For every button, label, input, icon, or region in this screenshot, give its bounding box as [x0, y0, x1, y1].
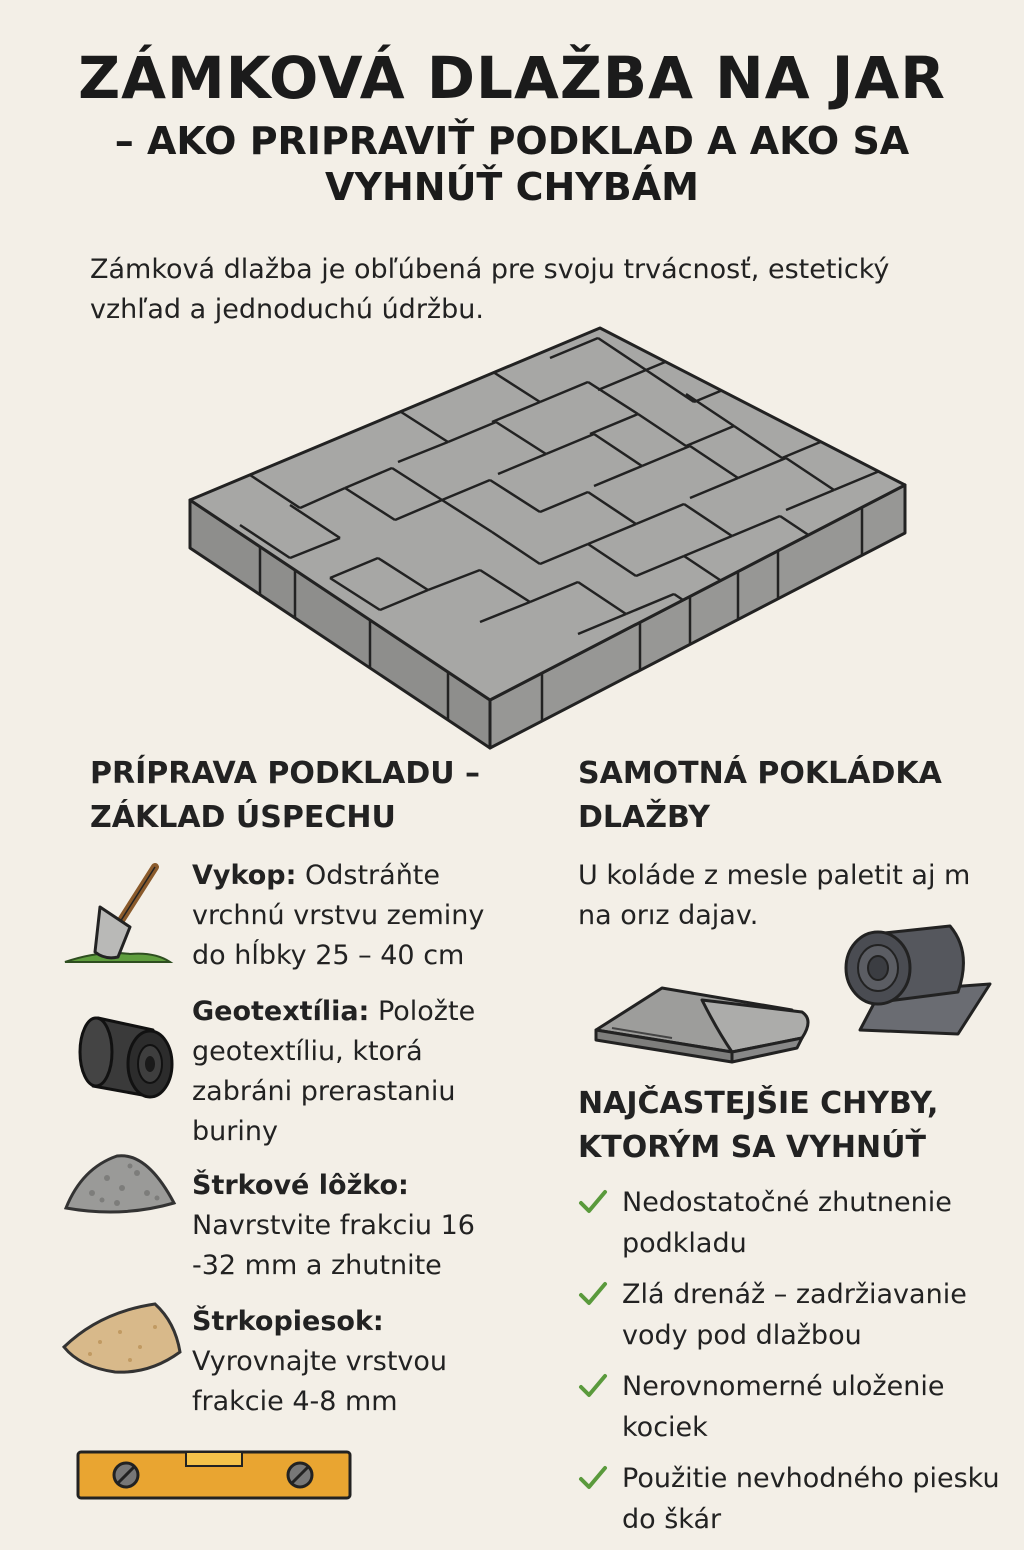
mistake-item: Použitie nevhodného piesku do škár: [578, 1458, 1008, 1540]
gravel-pile-icon: [62, 1148, 182, 1218]
paver-stack-icon: [592, 980, 817, 1070]
sand-pile-icon: [60, 1302, 185, 1377]
laying-heading: SAMOTNÁ POKLÁDKA DLAŽBY: [578, 756, 942, 835]
check-icon: [578, 1280, 608, 1308]
step-strkopiesok: Štrkopiesok: Vyrovnajte vrstvou frakcie 4-8 mm: [192, 1306, 448, 1417]
shovel-icon: [60, 862, 180, 972]
check-icon: [578, 1464, 608, 1492]
step-vykop: Vykop: Odstráňte vrchnú vrstvu zeminy do hĺbky 25 – 40 cm: [192, 860, 485, 971]
step-strkove-lozko: Štrkové lôžko: Navrstvite frakciu 16 -32 mm a zhutnite: [192, 1170, 475, 1281]
page-subtitle: – AKO PRIPRAVIŤ PODKLAD A AKO SA VYHNÚŤ CHYBÁM: [114, 119, 910, 209]
step-geotextilia: Geotextília: Položte geotextíliu, ktorá zabráni prerastaniu buriny: [192, 996, 476, 1147]
mistakes-heading: NAJČASTEJŠIE CHYBY, KTORÝM SA VYHNÚŤ: [578, 1086, 939, 1165]
preparation-heading: PRÍPRAVA PODKLADU – ZÁKLAD ÚSPECHU: [90, 756, 481, 835]
page-title: ZÁMKOVÁ DLAŽBA NA JAR: [78, 44, 946, 112]
mistake-item: Nerovnomerné uloženie kociek: [578, 1366, 1008, 1448]
membrane-roll-icon: [840, 922, 995, 1037]
geotextile-roll-icon: [68, 1008, 178, 1103]
paving-illustration: [180, 320, 920, 760]
intro-text: Zámková dlažba je obľúbená pre svoju trvácnosť, estetický vzhľad a jednoduchú údržbu.: [90, 254, 890, 325]
mistakes-list: [578, 1182, 1008, 1550]
mistake-item: Nedostatočné zhutnenie podkladu: [578, 1182, 1008, 1264]
check-icon: [578, 1188, 608, 1216]
laying-text: U koláde z mesle paletit aj m na orız dajav.: [578, 860, 971, 931]
mistake-item: Zlá drenáž – zadržiavanie vody pod dlažbou: [578, 1274, 1008, 1356]
spirit-level-icon: [76, 1448, 352, 1502]
check-icon: [578, 1372, 608, 1400]
